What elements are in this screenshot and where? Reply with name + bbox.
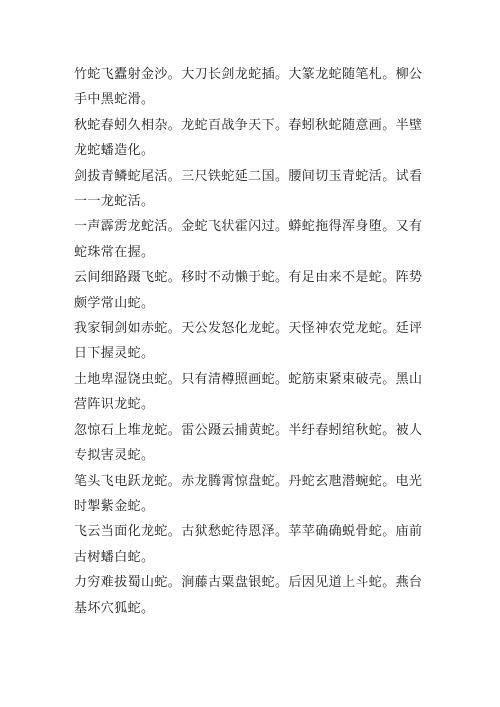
paragraph-6: 我家铜剑如赤蛇。天公发怒化龙蛇。天怪神农党龙蛇。廷评日下握灵蛇。 — [74, 321, 423, 362]
paragraph-1: 竹蛇飞蠹射金沙。大刀长剑龙蛇插。大篆龙蛇随笔札。柳公手中黑蛇滑。 — [74, 67, 423, 108]
paragraph-11: 力穷难拔蜀山蛇。涧藤古粟盘银蛇。后因见道上斗蛇。燕台基坏穴狐蛇。 — [74, 575, 423, 616]
paragraph-10: 飞云当面化龙蛇。古狱愁蛇待恩泽。苹苹确确蜕骨蛇。庙前古树蟠白蛇。 — [74, 524, 423, 565]
paragraph-8: 忽惊石上堆龙蛇。雷公蹑云捕黄蛇。半纡春蚓绾秋蛇。被人专拟害灵蛇。 — [74, 422, 423, 464]
paragraph-7: 土地卑湿饶虫蛇。只有清樽照画蛇。蛇筋束紧束破壳。黑山营阵识龙蛇。 — [74, 371, 423, 413]
paragraph-2: 秋蛇春蚓久相杂。龙蛇百战争天下。春蚓秋蛇随意画。半壁龙蛇蟠造化。 — [74, 117, 423, 159]
paragraph-5: 云间细路蹑飞蛇。移时不动懒于蛇。有足由来不是蛇。阵势颇学常山蛇。 — [74, 270, 423, 311]
document-body — [74, 62, 434, 621]
paragraph-9: 笔头飞电跃龙蛇。赤龙腾霄惊盘蛇。丹蛇玄虺潜蜿蛇。电光时掣紫金蛇。 — [74, 473, 423, 514]
paragraph-3: 剑拔青鳞蛇尾活。三尺铁蛇延二国。腰间切玉青蛇活。试看一一龙蛇活。 — [74, 168, 423, 210]
paragraph-4: 一声霹雳龙蛇活。金蛇飞状霍闪过。蟒蛇拖得浑身堕。又有蛇珠常在握。 — [74, 219, 423, 260]
